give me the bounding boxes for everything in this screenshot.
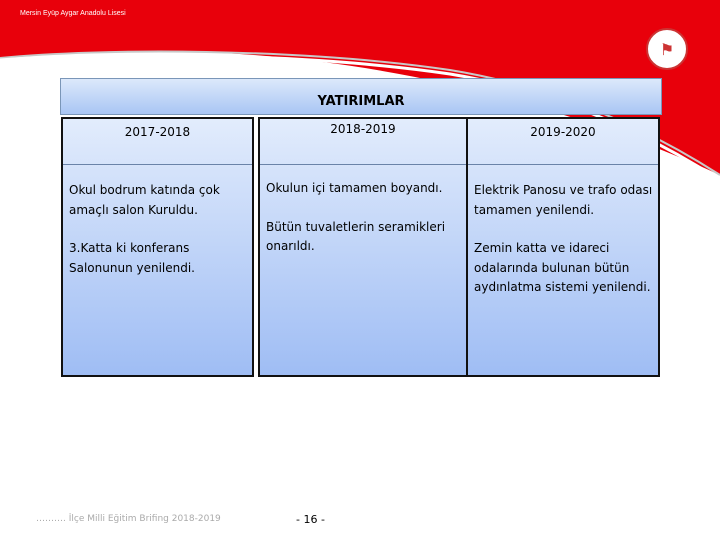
list-item: Elektrik Panosu ve trafo odası tamamen yenilendi. [474, 183, 653, 217]
column-2017-2018 [61, 117, 254, 377]
meb-logo-icon: ⚑ [646, 28, 688, 70]
list-item: 3.Katta ki konferans Salonunun yenilendi. [69, 241, 195, 275]
list-item: Okul bodrum katında çok amaçlı salon Kuruldu. [69, 183, 220, 217]
column-2018-2019 [258, 117, 468, 377]
column-2019-2020 [466, 117, 660, 377]
list-item: Zemin katta ve idareci odalarında bulunan bütün aydınlatma sistemi yenilendi. [474, 241, 651, 294]
page-number: - 16 - [296, 513, 325, 526]
list-item: Bütün tuvaletlerin seramikleri onarıldı. [266, 219, 446, 253]
list-item: Okulun içi tamamen boyandı. [266, 181, 443, 195]
school-name: Mersin Eyüp Aygar Anadolu Lisesi [20, 10, 126, 17]
footer-text: ………. İlçe Milli Eğitim Brifing 2018-2019 [36, 514, 221, 524]
title-banner [60, 78, 662, 115]
column-year: 2019-2020 [468, 119, 658, 165]
page-title: YATIRIMLAR [317, 94, 405, 109]
column-year: 2017-2018 [63, 119, 252, 165]
column-year: 2018-2019 [260, 119, 466, 165]
